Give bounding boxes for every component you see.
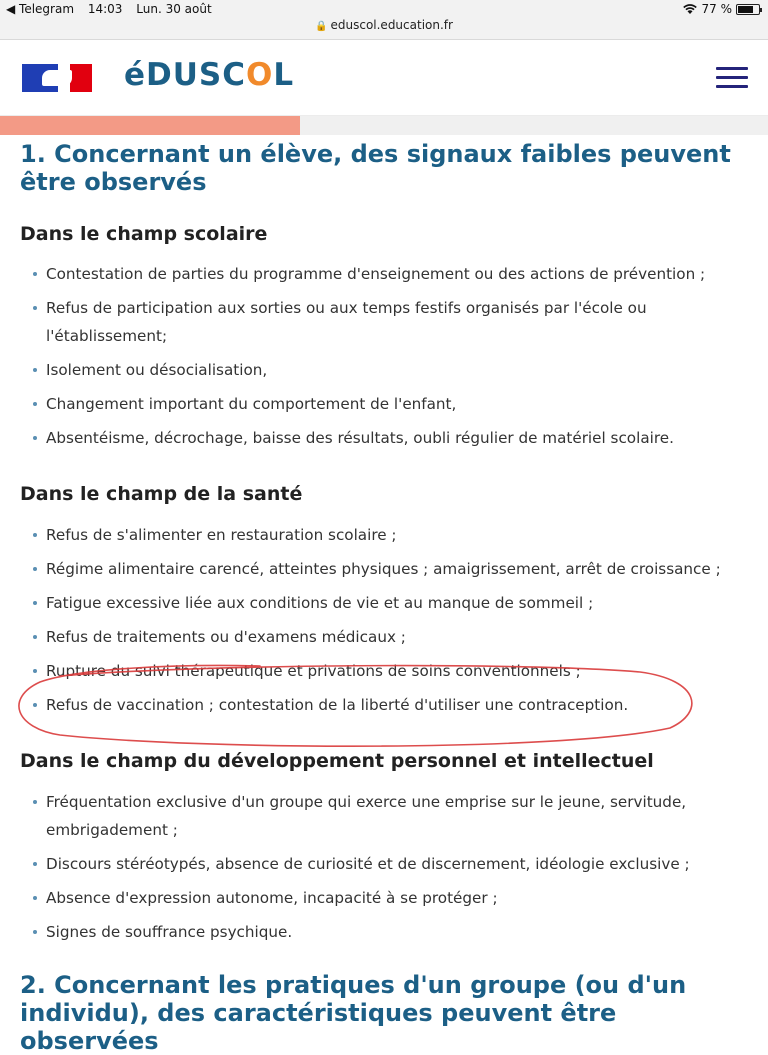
status-left: [6, 2, 222, 16]
list-item: Signes de souffrance psychique.: [33, 918, 733, 946]
list-item: Discours stéréotypés, absence de curiosité et de discernement, idéologie exclusive ;: [33, 850, 733, 878]
list-scolaire: [33, 260, 733, 458]
list-sante: [33, 521, 733, 725]
section-title-1: 1. Concernant un élève, des signaux faibles peuvent être observés: [20, 140, 731, 196]
section-title-2: 2. Concernant les pratiques d'un groupe (ou d'un individu), des caractéristiques peuvent être observées: [20, 971, 687, 1055]
list-item: Contestation de parties du programme d'enseignement ou des actions de prévention ;: [33, 260, 733, 288]
article-content: [0, 135, 768, 1055]
republique-francaise-logo[interactable]: [22, 64, 92, 92]
group-heading-scolaire: Dans le champ scolaire: [20, 223, 268, 245]
list-item: Absence d'expression autonome, incapacité à se protéger ;: [33, 884, 733, 912]
group-heading-sante: Dans le champ de la santé: [20, 483, 303, 505]
status-bar: [0, 0, 768, 40]
group-heading-developpement: Dans le champ du développement personnel et intellectuel: [20, 750, 654, 772]
site-header: [0, 41, 768, 116]
status-right: [682, 2, 761, 16]
list-item: Fatigue excessive liée aux conditions de vie et au manque de sommeil ;: [33, 589, 733, 617]
list-item: Refus de s'alimenter en restauration scolaire ;: [33, 521, 733, 549]
list-item: Changement important du comportement de l'enfant,: [33, 390, 733, 418]
logo-text-main: éDUSC: [124, 57, 247, 93]
list-item: Refus de participation aux sorties ou aux temps festifs organisés par l'école ou l'établissement;: [33, 294, 733, 350]
back-to-app-link[interactable]: ◀ Telegram: [6, 2, 75, 16]
address-bar[interactable]: [0, 18, 768, 32]
list-item: Fréquentation exclusive d'un groupe qui exerce une emprise sur le jeune, servitude, embrigadement ;: [33, 788, 733, 844]
list-item: Absentéisme, décrochage, baisse des résultats, oubli régulier de matériel scolaire.: [33, 424, 733, 452]
list-developpement: [33, 788, 733, 952]
logo-text-o: O: [246, 57, 274, 93]
list-item: Isolement ou désocialisation,: [33, 356, 733, 384]
status-time: 14:03: [87, 2, 123, 16]
url-text: eduscol.education.fr: [330, 18, 453, 32]
lock-icon: 🔒: [315, 21, 328, 32]
battery-percent: 77 %: [701, 2, 732, 16]
battery-icon: [736, 4, 760, 15]
wifi-icon: [682, 3, 698, 15]
list-item: Rupture du suivi thérapeutique et privations de soins conventionnels ;: [33, 657, 733, 685]
reading-progress-bar: [0, 116, 768, 135]
list-item: Refus de traitements ou d'examens médicaux ;: [33, 623, 733, 651]
eduscol-logo[interactable]: [124, 57, 294, 93]
battery-level: [738, 6, 753, 13]
status-date: Lun. 30 août: [136, 2, 212, 16]
list-item: Régime alimentaire carencé, atteintes physiques ; amaigrissement, arrêt de croissance ;: [33, 555, 733, 583]
logo-text-end: L: [273, 57, 295, 93]
list-item: Refus de vaccination ; contestation de la liberté d'utiliser une contraception.: [33, 691, 733, 719]
hamburger-icon[interactable]: [716, 67, 748, 89]
reading-progress-fill: [0, 116, 300, 135]
